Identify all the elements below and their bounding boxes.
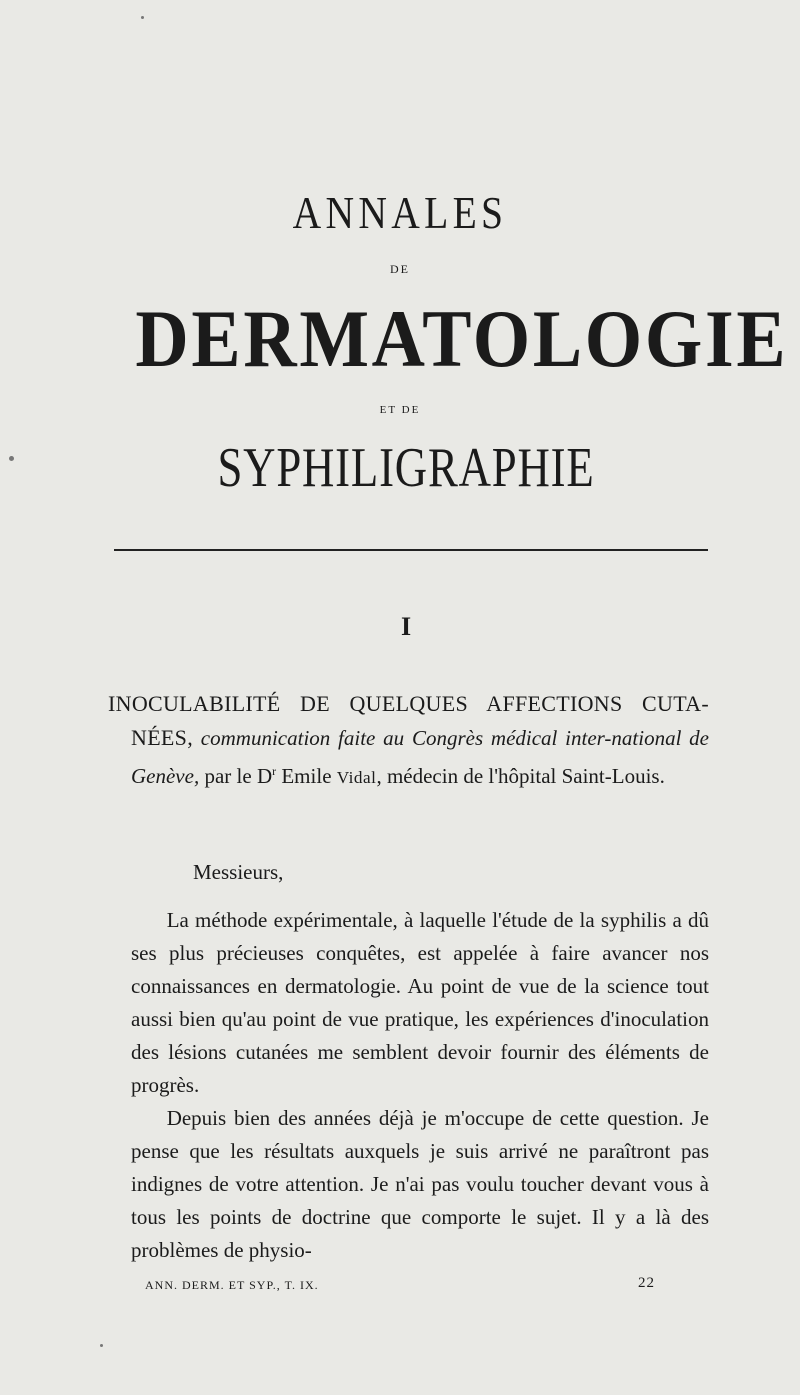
article-communication: communication faite au Congrès médical inter-national de Genève, [131, 726, 710, 788]
section-number: I [400, 612, 412, 641]
paper-speck [141, 16, 144, 19]
author-first-name: Emile [281, 764, 332, 788]
paper-speck [100, 1344, 103, 1347]
article-title: INOCULABILITÉ DE QUELQUES AFFECTIONS CUTA-NÉES, [108, 691, 709, 750]
header-rule [114, 549, 708, 551]
paper-speck [9, 456, 14, 461]
article-par: par le [204, 764, 252, 788]
body-paragraph-2: Depuis bien des années déjà je m'occupe de cette question. Je pense que les résultats auxquels je suis arrivé ne paraîtront pas indignes de votre attention. Je n'ai pas voulu toucher devant vous à tous les points de doctrine que comporte le sujet. Il y a là des problèmes de physio- [131, 1106, 709, 1262]
journal-title-et-de: ET DE [379, 404, 421, 416]
journal-title-syphiligraphie: SYPHILIGRAPHIE [217, 437, 595, 499]
journal-title-annales: ANNALES [292, 187, 508, 238]
footer-reference: ANN. DERM. ET SYP., T. IX. [145, 1278, 319, 1292]
journal-title-dermatologie: DERMATOLOGIE [135, 293, 789, 384]
author-last-name: Vidal [336, 768, 377, 787]
article-heading: INOCULABILITÉ DE QUELQUES AFFECTIONS CUTA-NÉES, communication faite au Congrès médical inter-national de Genève, par le $D^r$ Emile Vidal, médecin de l'hôpital Saint-Louis. [108, 691, 710, 788]
doctor-superscript: r [272, 764, 277, 778]
journal-title-de: DE [390, 262, 410, 276]
body-paragraph-1: La méthode expérimentale, à laquelle l'étude de la syphilis a dû ses plus précieuses conquêtes, est appelée à faire avancer nos connaissances en dermatologie. Au point de vue de la science tout aussi bien qu'au point de vue pratique, les expériences d'inoculation des lésions cutanées me semblent devoir fournir des éléments de progrès. [131, 908, 709, 1097]
author-affiliation: , médecin de l'hôpital Saint-Louis. [376, 764, 665, 788]
page-number: 22 [638, 1275, 655, 1291]
salutation: Messieurs, [193, 860, 284, 884]
